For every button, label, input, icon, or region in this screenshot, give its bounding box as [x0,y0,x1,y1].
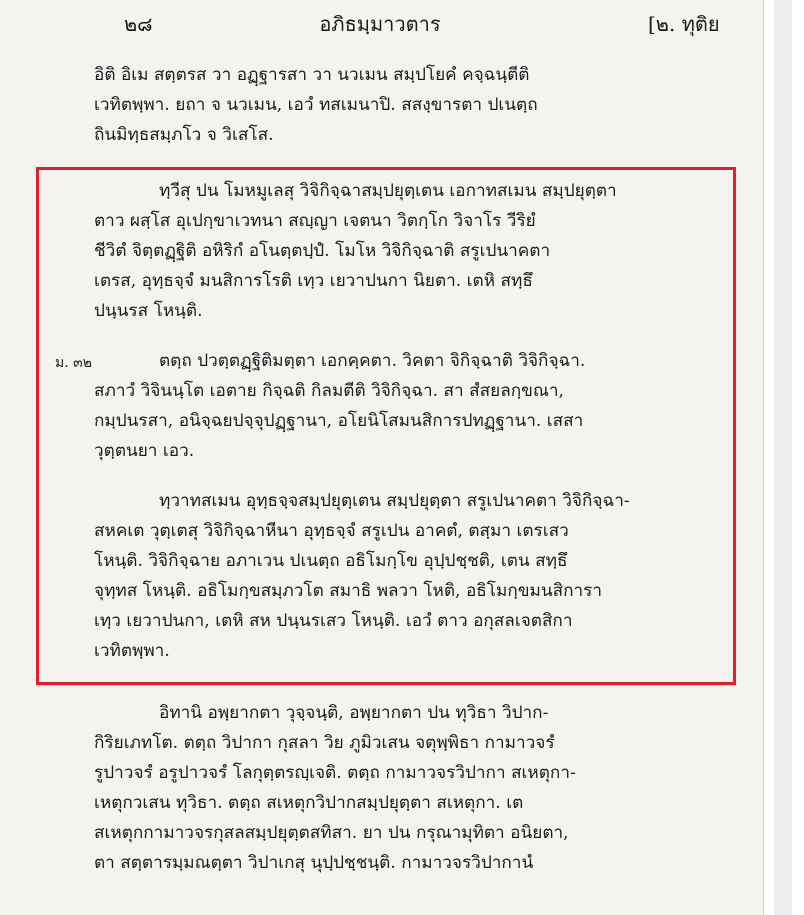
text-line: ปนฺนรส โหนฺติ. [94,301,203,321]
page-number: ๒๘ [124,12,153,36]
running-title: อภิธมฺมาวตาร [319,12,441,36]
text-line: ทฺวีสุ ปน โมหมูเลสุ วิจิกิจฺฉาสมฺปยุตฺเตน เอกาทสเมน สมฺปยุตฺตา [159,181,617,201]
text-line: รูปาวจรํ อรูปาวจรํ โลกุตฺตรญฺเจติ. ตตฺถ กามาวจรวิปากา สเหตุกา- [94,763,576,783]
margin-reference: ม. ๓๒ [55,355,92,371]
text-line: อิติ อิเม สตฺตรส วา อฏฺฐารสา วา นวเมน สมฺปโยคํ คจฺฉนฺตีติ [94,65,530,85]
text-line: สหคเต วุตฺเตสุ วิจิกิจฺฉาหีนา อุทฺธจฺจํ สรูเปน อาคตํ, ตสฺมา เตรเสว [94,521,569,541]
text-line: กมฺปนรสา, อนิจฺฉยปจฺจุปฏฺฐานา, อโยนิโสมนสิการปทฏฺฐานา. เสสา [94,411,584,431]
text-line: ตาว ผสฺโส อุเปกฺขาเวทนา สญฺญา เจตนา วิตกฺโก วิจาโร วีริยํ [94,211,536,231]
paragraph-5 [94,698,714,878]
page-header [0,6,760,36]
text-line: กิริยเภทโต. ตตฺถ วิปากา กุสลา วิย ภูมิวเสน จตุพฺพิธา กามาวจรํ [94,733,555,753]
text-line: ถินมิทฺธสมฺภโว จ วิเสโส. [94,125,274,145]
text-line: โหนฺติ. วิจิกิจฺฉาย อภาเวน ปเนตฺถ อธิโมกฺโข อุปฺปชฺชติ, เตน สทฺธึ [94,551,568,571]
section-label: [๒. ทุติย [648,12,720,36]
red-highlight-box [36,167,736,685]
text-line: เวทิตพฺพา. ยถา จ นวเมน, เอวํ ทสเมนาปิ. สสงฺขารตา ปเนตฺถ [94,95,538,115]
text-line: ทฺวาทสเมน อุทฺธจฺจสมฺปยุตฺเตน สมฺปยุตฺตา สรูเปนาคตา วิจิกิจฺฉา- [159,491,630,511]
text-line: อิทานิ อพฺยากตา วุจฺจนฺติ, อพฺยากตา ปน ทุวิธา วิปาก- [159,703,549,723]
text-line: เตรส, อุทฺธจฺจํ มนสิการโรติ เทฺว เยวาปนกา นิยตา. เตหิ สทฺธึ [94,271,533,291]
text-line: เวทิตพฺพา. [94,641,170,661]
paragraph-1 [94,60,714,150]
text-line: สเหตุกกามาวจรกุสลสมฺปยุตฺตสทิสา. ยา ปน กรุณามุทิตา อนิยตา, [94,823,569,843]
text-line: ตตฺถ ปวตฺตฏฺฐิติมตฺตา เอกคฺคตา. วิคตา จิกิจฺฉาติ วิจิกิจฺฉา. [159,351,586,371]
text-line: วุตฺตนยา เอว. [94,441,195,461]
text-line: เทฺว เยวาปนกา, เตหิ สห ปนฺนรเสว โหนฺติ. เอวํ ตาว อกุสลเจตสิกา [94,611,573,631]
text-line: เหตุกวเสน ทุวิธา. ตตฺถ สเหตุกวิปากสมฺปยุตฺตา สเหตุกา. เต [94,793,524,813]
text-line: ตา สตฺตารมฺมณตฺตา วิปาเกสุ นุปฺปชฺชนฺติ. กามาวจรวิปากานํ [94,853,534,873]
text-line: สภาวํ วิจินนฺโต เอตาย กิจฺฉติ กิลมตีติ วิจิกิจฺฉา. สา สํสยลกฺขณา, [94,381,564,401]
right-margin [763,0,804,915]
text-line: จุทฺทส โหนฺติ. อธิโมกฺขสมฺภวโต สมาธิ พลวา โหติ, อธิโมกฺขมนสิการา [94,581,603,601]
text-line: ชีวิตํ จิตฺตฏฺฐิติ อหิริกํ อโนตฺตปฺปํ. โมโห วิจิกิจฺฉาติ สรูเปนาคตา [94,241,551,261]
